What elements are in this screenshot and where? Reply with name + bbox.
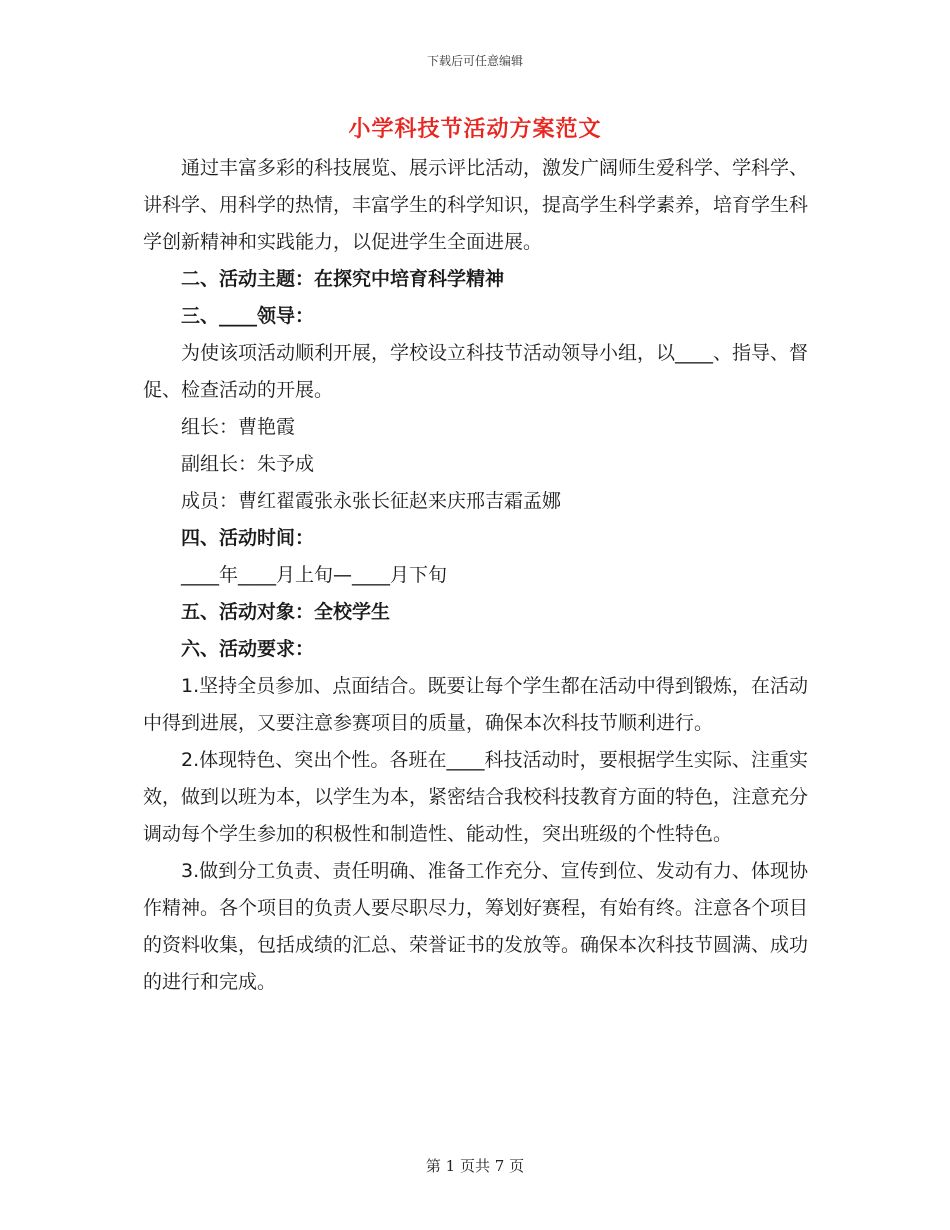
leader-line: 组长：曹艳霞 [181, 416, 296, 438]
requirement-item-1: 1.坚持全员参加、点面结合。既要让每个学生都在活动中得到锻炼，在活动中得到进展，又要注意参赛项目的质量，确保本次科技节顺利进行。 [143, 675, 808, 734]
header-note: 下载后可任意编辑 [426, 54, 523, 68]
document-body [143, 150, 808, 1001]
section-theme-heading: 二、活动主题：在探究中培育科学精神 [181, 268, 505, 290]
time-line: ____年____月上旬—____月下旬 [181, 564, 448, 586]
requirement-item-3: 3.做到分工负责、责任明确、准备工作充分、宣传到位、发动有力、体现协作精神。各个项目的负责人要尽职尽力，筹划好赛程，有始有终。注意各个项目的资料收集，包括成绩的汇总、荣誉证书的发放等。确保本次科技节圆满、成功的进行和完成。 [143, 860, 809, 993]
page-number-footer: 第 1 页共 7 页 [425, 1157, 525, 1175]
requirement-item-2: 2.体现特色、突出个性。各班在____科技活动时，要根据学生实际、注重实效，做到以班为本，以学生为本，紧密结合我校科技教育方面的特色，注意充分调动每个学生参加的积极性和制造性、能动性，突出班级的个性特色。 [143, 749, 809, 845]
section-time-heading: 四、活动时间： [181, 527, 315, 549]
members-line: 成员：曹红翟霞张永张长征赵来庆邢吉霜孟娜 [181, 490, 562, 512]
document-title: 小学科技节活动方案范文 [348, 116, 602, 142]
intro-paragraph: 通过丰富多彩的科技展览、展示评比活动，激发广阔师生爱科学、学科学、讲科学、用科学的热情，丰富学生的科学知识，提高学生科学素养，培育学生科学创新精神和实践能力，以促进学生全面进展。 [143, 157, 809, 253]
section-requirements-heading: 六、活动要求： [181, 638, 315, 660]
section-target-heading: 五、活动对象：全校学生 [181, 601, 391, 623]
leadership-paragraph: 为使该项活动顺利开展，学校设立科技节活动领导小组，以____、指导、督促、检查活动的开展。 [143, 342, 809, 401]
section-leadership-heading: 三、____领导： [181, 305, 315, 327]
vice-leader-line: 副组长：朱予成 [181, 453, 315, 475]
